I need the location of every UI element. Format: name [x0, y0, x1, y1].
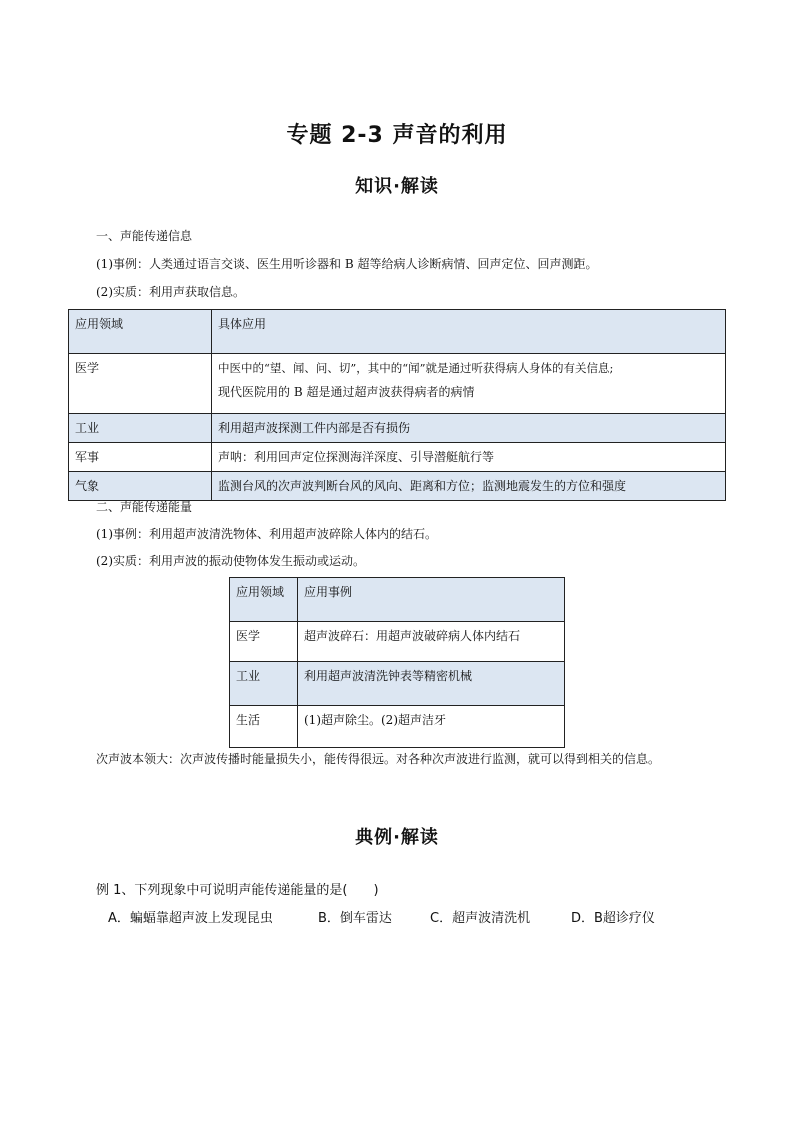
- table-cell-field: 工业: [69, 414, 212, 443]
- section-heading-knowledge: 知识·解读: [355, 176, 439, 197]
- table-cell-field: 气象: [69, 472, 212, 501]
- energy-application-table: [229, 577, 565, 748]
- table-row: [69, 414, 726, 443]
- example1-option-a: A．蝙蝠靠超声波上发现昆虫: [108, 911, 273, 926]
- example1-option-d: D．B超诊疗仪: [571, 911, 655, 926]
- table-header-cell: 应用事例: [298, 578, 565, 622]
- part2-item1: (1)事例：利用超声波清洗物体、利用超声波碎除人体内的结石。: [96, 527, 438, 541]
- table-cell-text: (1)超声除尘。(2)超声洁牙: [298, 706, 565, 748]
- table-row: [230, 662, 565, 706]
- table-cell-text: 利用超声波探测工件内部是否有损伤: [212, 414, 726, 443]
- part1-item2: (2)实质：利用声获取信息。: [96, 285, 245, 299]
- section-heading-examples: 典例·解读: [355, 827, 439, 848]
- example1-option-b: B．倒车雷达: [318, 911, 392, 926]
- table-header-cell: 应用领域: [69, 310, 212, 354]
- table-row: [230, 622, 565, 662]
- part2-heading: 二、声能传递能量: [96, 500, 193, 514]
- table-cell-field: 生活: [230, 706, 298, 748]
- table-row: [230, 706, 565, 748]
- part1-heading: 一、声能传递信息: [96, 229, 193, 243]
- table-cell-text: 监测台风的次声波判断台风的风向、距离和方位；监测地震发生的方位和强度: [212, 472, 726, 501]
- table-cell-field: 军事: [69, 443, 212, 472]
- table-header-row: [230, 578, 565, 622]
- table-cell-field: 医学: [230, 622, 298, 662]
- table-header-row: [69, 310, 726, 354]
- example1-option-c: C．超声波清洗机: [430, 911, 531, 926]
- table-cell-text: 声呐：利用回声定位探测海洋深度、引导潜艇航行等: [212, 443, 726, 472]
- table-cell-field: 工业: [230, 662, 298, 706]
- table-header-cell: 应用领域: [230, 578, 298, 622]
- cell-line: 现代医院用的 B 超是通过超声波获得病者的病情: [218, 385, 475, 399]
- table-row: [69, 472, 726, 501]
- table-header-cell: 具体应用: [212, 310, 726, 354]
- part1-item1: (1)事例：人类通过语言交谈、医生用听诊器和 B 超等给病人诊断病情、回声定位、回声测距。: [96, 257, 598, 271]
- table-cell-text: 超声波碎石：用超声波破碎病人体内结石: [298, 622, 565, 662]
- part2-item2: (2)实质：利用声波的振动使物体发生振动或运动。: [96, 554, 365, 568]
- table-cell-field: 医学: [69, 354, 212, 414]
- infrasound-note: 次声波本领大：次声波传播时能量损失小，能传得很远。对各种次声波进行监测，就可以得到相关的信息。: [96, 752, 661, 766]
- cell-line: 中医中的“望、闻、问、切”，其中的“闻”就是通过听获得病人身体的有关信息;: [218, 361, 614, 375]
- table-row: [69, 354, 726, 414]
- example1-question: 例 1、下列现象中可说明声能传递能量的是( ): [96, 883, 379, 898]
- page-title: 专题 2-3 声音的利用: [286, 123, 508, 148]
- table-cell-text: [212, 354, 726, 414]
- table-row: [69, 443, 726, 472]
- table-cell-text: 利用超声波清洗钟表等精密机械: [298, 662, 565, 706]
- info-application-table: [68, 309, 726, 501]
